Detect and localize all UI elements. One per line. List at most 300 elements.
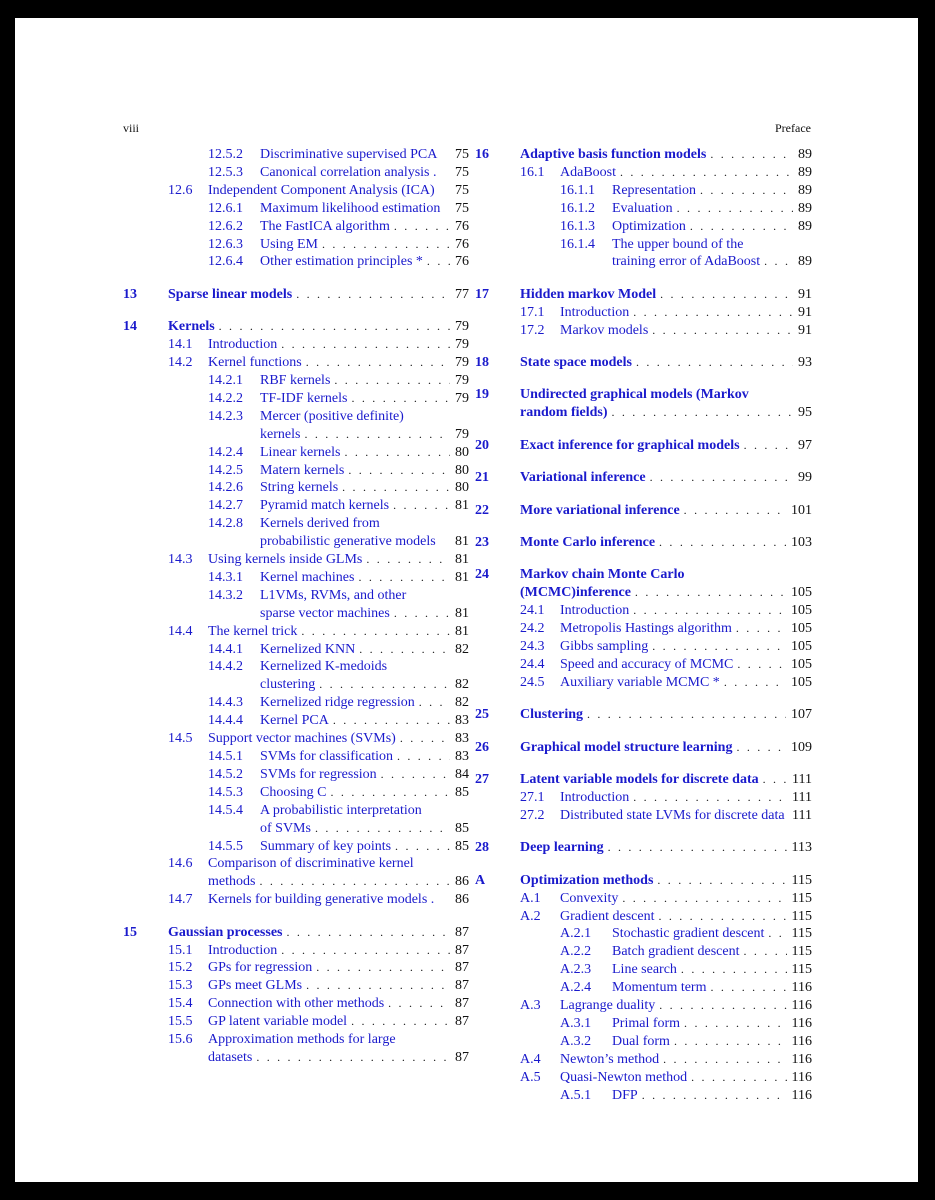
toc-entry-title-continued[interactable]: sparse vector machines <box>260 605 390 621</box>
toc-entry-title[interactable]: Gradient descent <box>560 908 655 924</box>
toc-section-entry[interactable] <box>123 354 469 372</box>
toc-section-entry[interactable] <box>475 304 812 322</box>
toc-page-number: 111 <box>792 807 812 823</box>
toc-entry-title[interactable]: Introduction <box>560 304 630 320</box>
toc-chapter-entry[interactable] <box>475 502 812 520</box>
toc-entry-title[interactable]: String kernels <box>260 480 339 496</box>
toc-page-number: 87 <box>455 1050 469 1065</box>
toc-entry-number: 13 <box>123 286 137 302</box>
toc-entry-title[interactable]: TF-IDF kernels <box>260 390 348 406</box>
toc-entry-title[interactable]: Linear kernels <box>260 444 341 460</box>
toc-section-entry[interactable] <box>123 855 469 873</box>
dot-leader <box>333 712 450 730</box>
toc-entry-number: 17.1 <box>520 304 545 320</box>
toc-section-entry[interactable] <box>475 789 812 807</box>
toc-page-number: 101 <box>791 502 812 518</box>
toc-subsection-entry[interactable] <box>123 218 469 236</box>
toc-entry-title[interactable]: Evaluation <box>612 200 673 216</box>
toc-entry-continuation[interactable] <box>123 676 469 694</box>
toc-chapter-entry[interactable] <box>475 771 812 789</box>
toc-subsection-entry[interactable] <box>123 569 469 587</box>
toc-chapter-entry[interactable] <box>475 437 812 455</box>
toc-entry-title[interactable]: Kernels for building generative models . <box>208 892 435 908</box>
toc-entry-number: 14.4.2 <box>208 659 243 675</box>
toc-entry-title-continued[interactable]: training error of AdaBoost <box>612 254 761 270</box>
toc-spacer <box>123 304 469 319</box>
toc-entry-title[interactable]: Clustering <box>520 707 583 723</box>
toc-entry-number: 26 <box>475 739 489 755</box>
toc-section-entry[interactable] <box>123 551 469 569</box>
toc-spacer <box>475 372 812 387</box>
toc-entry-title[interactable]: Distributed state LVMs for discrete data <box>560 807 785 823</box>
toc-page-number: 116 <box>791 1069 812 1085</box>
toc-entry-title[interactable]: Kernels derived from <box>260 516 380 532</box>
toc-entry-title[interactable]: Representation <box>612 182 696 198</box>
toc-subsection-entry[interactable] <box>475 200 812 218</box>
toc-subsection-entry[interactable] <box>123 694 469 712</box>
toc-entry-title[interactable]: Latent variable models for discrete data <box>520 772 759 788</box>
toc-entry-title[interactable]: Deep learning <box>520 840 604 856</box>
toc-page-number: 76 <box>455 236 469 252</box>
toc-page-number: 105 <box>791 621 812 637</box>
toc-chapter-entry[interactable] <box>475 872 812 890</box>
toc-section-entry[interactable] <box>475 620 812 638</box>
toc-section-entry[interactable] <box>475 997 812 1015</box>
toc-subsection-entry[interactable] <box>123 712 469 730</box>
toc-page-number: 115 <box>791 872 812 888</box>
dot-leader <box>622 890 786 908</box>
toc-entry-title-continued[interactable]: datasets <box>208 1050 253 1065</box>
toc-entry-number: 20 <box>475 437 489 453</box>
toc-entry-number: 14.4.1 <box>208 641 243 657</box>
toc-page-number: 87 <box>455 960 469 976</box>
toc-subsection-entry[interactable] <box>123 838 469 856</box>
toc-subsection-entry[interactable] <box>123 200 469 218</box>
toc-entry-continuation[interactable] <box>123 426 469 444</box>
toc-spacer <box>475 271 812 286</box>
toc-subsection-entry[interactable] <box>123 164 469 182</box>
toc-subsection-entry[interactable] <box>475 961 812 979</box>
toc-entry-title[interactable]: Approximation methods for large <box>208 1032 396 1048</box>
toc-entry-title[interactable]: Graphical model structure learning <box>520 739 733 755</box>
toc-subsection-entry[interactable] <box>475 236 812 254</box>
toc-entry-title[interactable]: The upper bound of the <box>612 236 744 252</box>
toc-entry-title-continued[interactable]: of SVMs <box>260 820 311 836</box>
toc-entry-number: 14.4 <box>168 623 193 639</box>
toc-page-number: 89 <box>798 218 812 234</box>
toc-chapter-entry[interactable] <box>475 839 812 857</box>
toc-entry-title[interactable]: DFP <box>612 1087 638 1103</box>
toc-page-number: 75 <box>455 147 469 162</box>
toc-page-number: 83 <box>455 713 469 729</box>
toc-entry-number: 12.5.2 <box>208 147 243 162</box>
toc-entry-title[interactable]: AdaBoost <box>560 164 616 180</box>
toc-entry-title[interactable]: Introduction <box>560 789 630 805</box>
toc-entry-title[interactable]: Comparison of discriminative kernel <box>208 856 414 872</box>
toc-entry-title[interactable]: Undirected graphical models (Markov <box>520 387 749 403</box>
toc-subsection-entry[interactable] <box>123 479 469 497</box>
toc-entry-title[interactable]: Introduction <box>208 337 278 353</box>
dot-leader <box>636 354 793 372</box>
toc-entry-number: 24 <box>475 567 489 583</box>
dot-leader <box>219 318 450 336</box>
toc-entry-title[interactable]: Quasi-Newton method <box>560 1069 688 1085</box>
toc-entry-number: 15.4 <box>168 996 193 1012</box>
toc-section-entry[interactable] <box>475 807 812 825</box>
toc-entry-number: 24.2 <box>520 621 545 637</box>
dot-leader <box>256 1049 450 1067</box>
toc-page-number: 111 <box>792 789 812 805</box>
toc-subsection-entry[interactable] <box>123 236 469 254</box>
toc-chapter-entry[interactable] <box>123 318 469 336</box>
toc-subsection-entry[interactable] <box>123 372 469 390</box>
toc-page-number: 99 <box>798 470 812 486</box>
toc-entry-title[interactable]: Kernelized KNN <box>260 641 356 657</box>
toc-entry-title[interactable]: GPs for regression <box>208 960 313 976</box>
toc-subsection-entry[interactable] <box>475 943 812 961</box>
toc-section-entry[interactable] <box>123 995 469 1013</box>
dot-leader <box>660 286 793 304</box>
dot-leader <box>315 820 450 838</box>
dot-leader <box>764 253 793 271</box>
toc-entry-title[interactable]: GP latent variable model <box>208 1014 348 1030</box>
toc-subsection-entry[interactable] <box>475 218 812 236</box>
toc-entry-title[interactable]: Discriminative supervised PCA <box>260 147 438 162</box>
dot-leader <box>681 961 787 979</box>
toc-entry-title[interactable]: Summary of key points <box>260 838 392 854</box>
toc-entry-title[interactable]: Sparse linear models <box>168 286 293 302</box>
toc-entry-number: 14.2.8 <box>208 516 243 532</box>
toc-entry-title[interactable]: Introduction <box>560 603 630 619</box>
toc-subsection-entry[interactable] <box>123 408 469 426</box>
toc-chapter-entry[interactable] <box>475 706 812 724</box>
dot-leader <box>650 469 793 487</box>
dot-leader <box>620 164 793 182</box>
toc-entry-title[interactable]: Using kernels inside GLMs <box>208 552 363 568</box>
toc-subsection-entry[interactable] <box>123 462 469 480</box>
toc-section-entry[interactable] <box>475 602 812 620</box>
toc-page-number: 85 <box>455 838 469 854</box>
toc-entry-number: 14.3 <box>168 552 193 568</box>
toc-entry-number: 16.1.4 <box>560 236 595 252</box>
toc-entry-title[interactable]: Adaptive basis function models <box>520 147 707 162</box>
toc-page-number: 111 <box>792 772 812 788</box>
toc-entry-title[interactable]: Support vector machines (SVMs) <box>208 731 396 747</box>
toc-left-column <box>123 146 469 1067</box>
dot-leader <box>736 739 786 757</box>
dot-leader <box>737 656 786 674</box>
toc-entry-continuation[interactable] <box>123 820 469 838</box>
toc-subsection-entry[interactable] <box>475 979 812 997</box>
dot-leader <box>316 959 450 977</box>
toc-entry-continuation[interactable] <box>123 1049 469 1067</box>
toc-subsection-entry[interactable] <box>123 641 469 659</box>
toc-section-entry[interactable] <box>123 977 469 995</box>
toc-subsection-entry[interactable] <box>475 1033 812 1051</box>
toc-subsection-entry[interactable] <box>123 748 469 766</box>
toc-section-entry[interactable] <box>123 182 469 200</box>
toc-page-number: 79 <box>455 355 469 371</box>
dot-leader <box>366 551 450 569</box>
toc-entry-title[interactable]: L1VMs, RVMs, and other <box>260 587 407 603</box>
toc-entry-continuation[interactable] <box>123 605 469 623</box>
toc-entry-title[interactable]: Optimization <box>612 218 686 234</box>
toc-entry-title[interactable]: State space models <box>520 355 632 371</box>
dot-leader <box>657 872 786 890</box>
toc-entry-title[interactable]: Speed and accuracy of MCMC <box>560 656 734 672</box>
toc-entry-number: A.2.3 <box>560 962 592 978</box>
toc-entry-title[interactable]: GPs meet GLMs <box>208 978 303 994</box>
toc-entry-title[interactable]: SVMs for classification <box>260 749 393 764</box>
dot-leader <box>352 390 451 408</box>
toc-page-number: 87 <box>455 1014 469 1030</box>
toc-entry-title[interactable]: The kernel trick <box>208 623 298 639</box>
toc-entry-title[interactable]: Monte Carlo inference <box>520 535 656 550</box>
dot-leader <box>711 979 787 997</box>
toc-entry-title[interactable]: Kernelized ridge regression <box>260 695 415 711</box>
toc-subsection-entry[interactable] <box>123 587 469 605</box>
toc-entry-title-continued[interactable]: (MCMC)inference <box>520 585 631 601</box>
toc-chapter-entry[interactable] <box>475 286 812 304</box>
toc-entry-title-continued[interactable]: probabilistic generative models <box>260 534 436 550</box>
toc-entry-number: A.5.1 <box>560 1087 592 1103</box>
dot-leader <box>306 354 450 372</box>
toc-page-number: 113 <box>791 840 812 856</box>
toc-entry-title[interactable]: Independent Component Analysis (ICA) <box>208 182 435 198</box>
toc-entry-title-continued[interactable]: random fields) <box>520 405 608 421</box>
toc-entry-title[interactable]: Variational inference <box>520 470 646 486</box>
dot-leader <box>724 674 786 692</box>
toc-entry-title[interactable]: Newton’s method <box>560 1051 660 1067</box>
toc-section-entry[interactable] <box>475 656 812 674</box>
dot-leader <box>393 497 450 515</box>
toc-subsection-entry[interactable] <box>123 784 469 802</box>
toc-section-entry[interactable] <box>475 1051 812 1069</box>
toc-subsection-entry[interactable] <box>123 444 469 462</box>
toc-page-number: 86 <box>455 874 469 890</box>
toc-entry-number: A.4 <box>520 1051 541 1067</box>
toc-subsection-entry[interactable] <box>475 1087 812 1105</box>
toc-subsection-entry[interactable] <box>123 253 469 271</box>
toc-entry-title[interactable]: Gaussian processes <box>168 924 283 940</box>
toc-section-entry[interactable] <box>123 336 469 354</box>
toc-subsection-entry[interactable] <box>123 515 469 533</box>
toc-entry-number: 22 <box>475 502 489 518</box>
toc-entry-title[interactable]: Other estimation principles * <box>260 254 423 270</box>
toc-entry-number: 15.2 <box>168 960 193 976</box>
toc-entry-title[interactable]: Kernels <box>168 319 215 335</box>
toc-entry-title[interactable]: Metropolis Hastings algorithm <box>560 621 732 637</box>
dot-leader <box>635 584 786 602</box>
toc-spacer <box>475 455 812 470</box>
toc-section-entry[interactable] <box>123 623 469 641</box>
toc-page-number: 105 <box>791 585 812 601</box>
toc-section-entry[interactable] <box>123 1031 469 1049</box>
toc-section-entry[interactable] <box>475 674 812 692</box>
toc-page-number: 103 <box>791 535 812 550</box>
dot-leader <box>652 322 793 340</box>
toc-entry-title[interactable]: Using EM <box>260 236 318 252</box>
toc-section-entry[interactable] <box>123 942 469 960</box>
toc-entry-title[interactable]: Canonical correlation analysis . <box>260 164 437 180</box>
toc-chapter-entry[interactable] <box>475 386 812 404</box>
toc-entry-title[interactable]: Maximum likelihood estimation <box>260 200 441 216</box>
toc-entry-title[interactable]: Batch gradient descent <box>612 944 740 960</box>
toc-entry-number: 14.2.1 <box>208 372 243 388</box>
toc-entry-title[interactable]: SVMs for regression <box>260 766 377 782</box>
toc-page-number: 89 <box>798 164 812 180</box>
toc-chapter-entry[interactable] <box>123 924 469 942</box>
toc-entry-number: 17.2 <box>520 322 545 338</box>
toc-subsection-entry[interactable] <box>123 146 469 164</box>
toc-spacer <box>123 271 469 286</box>
toc-chapter-entry[interactable] <box>475 566 812 584</box>
toc-entry-title-continued[interactable]: methods <box>208 874 256 890</box>
toc-page-number: 107 <box>791 707 812 723</box>
toc-entry-title[interactable]: Introduction <box>208 942 278 958</box>
toc-entry-continuation[interactable] <box>475 253 812 271</box>
dot-leader <box>394 218 450 236</box>
toc-spacer <box>475 825 812 840</box>
dot-leader <box>674 1033 787 1051</box>
toc-entry-continuation[interactable] <box>475 404 812 422</box>
toc-entry-number: 21 <box>475 470 489 486</box>
toc-entry-number: 12.5.3 <box>208 164 243 180</box>
toc-entry-title[interactable]: Exact inference for graphical models <box>520 437 740 453</box>
toc-entry-number: 14.2.3 <box>208 408 243 424</box>
toc-entry-title[interactable]: Kernel functions <box>208 355 302 371</box>
toc-entry-continuation[interactable] <box>123 873 469 891</box>
toc-page-number: 115 <box>791 890 812 906</box>
toc-entry-number: 17 <box>475 286 489 302</box>
toc-entry-title[interactable]: Matern kernels <box>260 462 345 478</box>
toc-page-number: 81 <box>455 552 469 568</box>
toc-entry-number: A.3.1 <box>560 1015 592 1031</box>
toc-entry-number: 14.2.2 <box>208 390 243 406</box>
toc-entry-number: 24.3 <box>520 639 545 655</box>
toc-entry-title[interactable]: Dual form <box>612 1033 670 1049</box>
toc-entry-title[interactable]: A probabilistic interpretation <box>260 802 422 818</box>
toc-section-entry[interactable] <box>475 322 812 340</box>
toc-page-number: 115 <box>791 944 812 960</box>
toc-subsection-entry[interactable] <box>123 497 469 515</box>
toc-page-number: 81 <box>455 623 469 639</box>
toc-entry-number: 27.1 <box>520 789 545 805</box>
toc-entry-title[interactable]: Markov chain Monte Carlo <box>520 567 685 583</box>
toc-subsection-entry[interactable] <box>123 802 469 820</box>
toc-entry-title[interactable]: Momentum term <box>612 980 707 996</box>
dot-leader <box>301 623 450 641</box>
toc-entry-continuation[interactable] <box>123 533 469 551</box>
toc-entry-continuation[interactable] <box>475 584 812 602</box>
toc-entry-title[interactable]: Mercer (positive definite) <box>260 408 404 424</box>
toc-entry-title[interactable]: Kernel machines <box>260 569 355 585</box>
toc-entry-title[interactable]: Hidden markov Model <box>520 286 657 302</box>
toc-chapter-entry[interactable] <box>123 286 469 304</box>
toc-entry-title[interactable]: Kernelized K-medoids <box>260 659 388 675</box>
toc-section-entry[interactable] <box>123 891 469 909</box>
toc-page-number: 105 <box>791 674 812 690</box>
toc-entry-title[interactable]: Pyramid match kernels <box>260 498 390 514</box>
toc-entry-number: 12.6.3 <box>208 236 243 252</box>
toc-subsection-entry[interactable] <box>475 925 812 943</box>
toc-page-number: 87 <box>455 996 469 1012</box>
toc-chapter-entry[interactable] <box>475 534 812 552</box>
toc-chapter-entry[interactable] <box>475 469 812 487</box>
dot-leader <box>659 534 786 552</box>
toc-entry-title-continued[interactable]: clustering <box>260 677 316 693</box>
toc-entry-title[interactable]: Auxiliary variable MCMC * <box>560 674 720 690</box>
toc-page-number: 115 <box>791 926 812 942</box>
toc-entry-number: 18 <box>475 355 489 371</box>
toc-section-entry[interactable] <box>475 908 812 926</box>
toc-chapter-entry[interactable] <box>475 354 812 372</box>
dot-leader <box>394 605 450 623</box>
toc-chapter-entry[interactable] <box>475 739 812 757</box>
toc-entry-title[interactable]: More variational inference <box>520 502 680 518</box>
toc-subsection-entry[interactable] <box>475 1015 812 1033</box>
toc-entry-number: 14.5.2 <box>208 766 243 782</box>
toc-entry-title[interactable]: Lagrange duality <box>560 998 656 1014</box>
dot-leader <box>658 908 786 926</box>
toc-entry-number: 15.1 <box>168 942 193 958</box>
toc-entry-title[interactable]: The FastICA algorithm <box>260 218 390 234</box>
toc-section-entry[interactable] <box>123 1013 469 1031</box>
toc-section-entry[interactable] <box>123 730 469 748</box>
dot-leader <box>419 694 450 712</box>
toc-entry-number: 14.2 <box>168 355 193 371</box>
toc-page-number: 77 <box>455 286 469 302</box>
dot-leader <box>652 638 786 656</box>
toc-page-number: 116 <box>791 1015 812 1031</box>
toc-subsection-entry[interactable] <box>123 766 469 784</box>
toc-page-number: 116 <box>791 1087 812 1103</box>
toc-spacer <box>475 552 812 567</box>
toc-subsection-entry[interactable] <box>123 658 469 676</box>
toc-entry-number: 15.6 <box>168 1032 193 1048</box>
toc-entry-title-continued[interactable]: kernels <box>260 426 301 442</box>
toc-right-column <box>475 146 812 1104</box>
toc-entry-number: A.2.1 <box>560 926 592 942</box>
toc-subsection-entry[interactable] <box>475 182 812 200</box>
toc-section-entry[interactable] <box>475 638 812 656</box>
toc-section-entry[interactable] <box>475 164 812 182</box>
toc-page-number: 76 <box>455 254 469 270</box>
toc-section-entry[interactable] <box>123 959 469 977</box>
toc-entry-title[interactable]: Choosing C <box>260 784 327 800</box>
toc-entry-title[interactable]: Line search <box>612 962 677 978</box>
toc-page-number: 80 <box>455 444 469 460</box>
toc-entry-title[interactable]: Convexity <box>560 890 619 906</box>
toc-subsection-entry[interactable] <box>123 390 469 408</box>
toc-entry-number: 14.5.5 <box>208 838 243 854</box>
toc-entry-title[interactable]: Stochastic gradient descent <box>612 926 765 942</box>
toc-entry-title[interactable]: Primal form <box>612 1015 681 1031</box>
toc-section-entry[interactable] <box>475 1069 812 1087</box>
toc-entry-title[interactable]: Connection with other methods <box>208 996 385 1012</box>
toc-entry-title[interactable]: Gibbs sampling <box>560 639 649 655</box>
toc-chapter-entry[interactable] <box>475 146 812 164</box>
toc-entry-number: 19 <box>475 387 489 403</box>
dot-leader <box>286 924 450 942</box>
toc-entry-title[interactable]: Optimization methods <box>520 872 654 888</box>
toc-entry-title[interactable]: RBF kernels <box>260 372 331 388</box>
toc-entry-title[interactable]: Markov models <box>560 322 649 338</box>
toc-entry-title[interactable]: Kernel PCA <box>260 713 329 729</box>
toc-section-entry[interactable] <box>475 890 812 908</box>
dot-leader <box>677 200 793 218</box>
toc-entry-number: 16.1.2 <box>560 200 595 216</box>
